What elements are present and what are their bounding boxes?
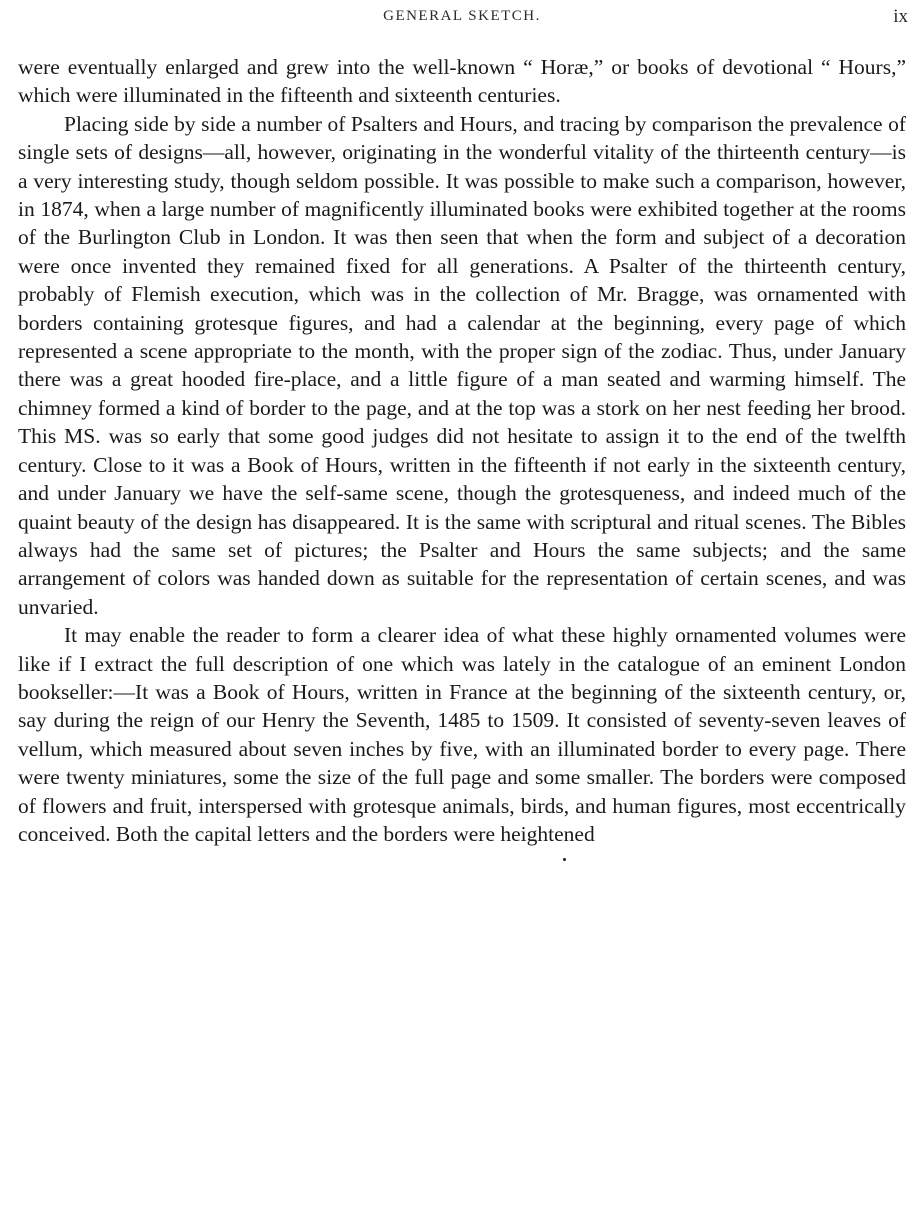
- paragraph-continuation: were eventually enlarged and grew into the well-known “ Horæ,” or books of devotional “ Hours,” which were illuminated in the fifteenth and sixteenth centuries.: [18, 55, 906, 108]
- print-speck: [563, 858, 566, 861]
- page-number: ix: [893, 6, 908, 27]
- running-head: [0, 6, 924, 30]
- paragraph-book-of-hours-description: It may enable the reader to form a clearer idea of what these highly ornamented volumes were like if I extract the full description of one which was lately in the catalogue of an eminent London bookseller:—It was a Book of Hours, written in France at the beginning of the sixteenth century, or, say during the reign of our Henry the Seventh, 1485 to 1509. It consisted of seventy-seven leaves of vellum, which measured about seven inches by five, with an illuminated border to every page. There were twenty miniatures, some the size of the full page and some smaller. The borders were composed of flowers and fruit, interspersed with grotesque animals, birds, and human figures, most eccentrically conceived. Both the capital letters and the borders were heightened: [18, 623, 906, 846]
- body-text: [18, 53, 906, 848]
- running-title: GENERAL SKETCH.: [383, 8, 541, 24]
- paragraph-psalters-and-hours: Placing side by side a number of Psalters and Hours, and tracing by comparison the prevalence of single sets of designs—all, however, originating in the wonderful vitality of the thirteenth century—is a very interesting study, though seldom possible. It was possible to make such a comparison, however, in 1874, when a large number of magnificently illuminated books were exhibited together at the rooms of the Burlington Club in London. It was then seen that when the form and subject of a decoration were once invented they remained fixed for all generations. A Psalter of the thirteenth century, probably of Flemish execution, which was in the collection of Mr. Bragge, was ornamented with borders containing grotesque figures, and had a calendar at the beginning, every page of which represented a scene appropriate to the month, with the proper sign of the zodiac. Thus, under January there was a great hooded fire-place, and a little figure of a man seated and warming himself. The chimney formed a kind of border to the page, and at the top was a stork on her nest feeding her brood. This MS. was so early that some good judges did not hesitate to assign it to the end of the twelfth century. Close to it was a Book of Hours, written in the fifteenth if not early in the sixteenth century, and under January we have the self-same scene, though the grotesqueness, and indeed much of the quaint beauty of the design has disappeared. It is the same with scriptural and ritual scenes. The Bibles always had the same set of pictures; the Psalter and Hours the same subjects; and the same arrangement of colors was handed down as suitable for the representation of certain scenes, and was unvaried.: [18, 111, 906, 619]
